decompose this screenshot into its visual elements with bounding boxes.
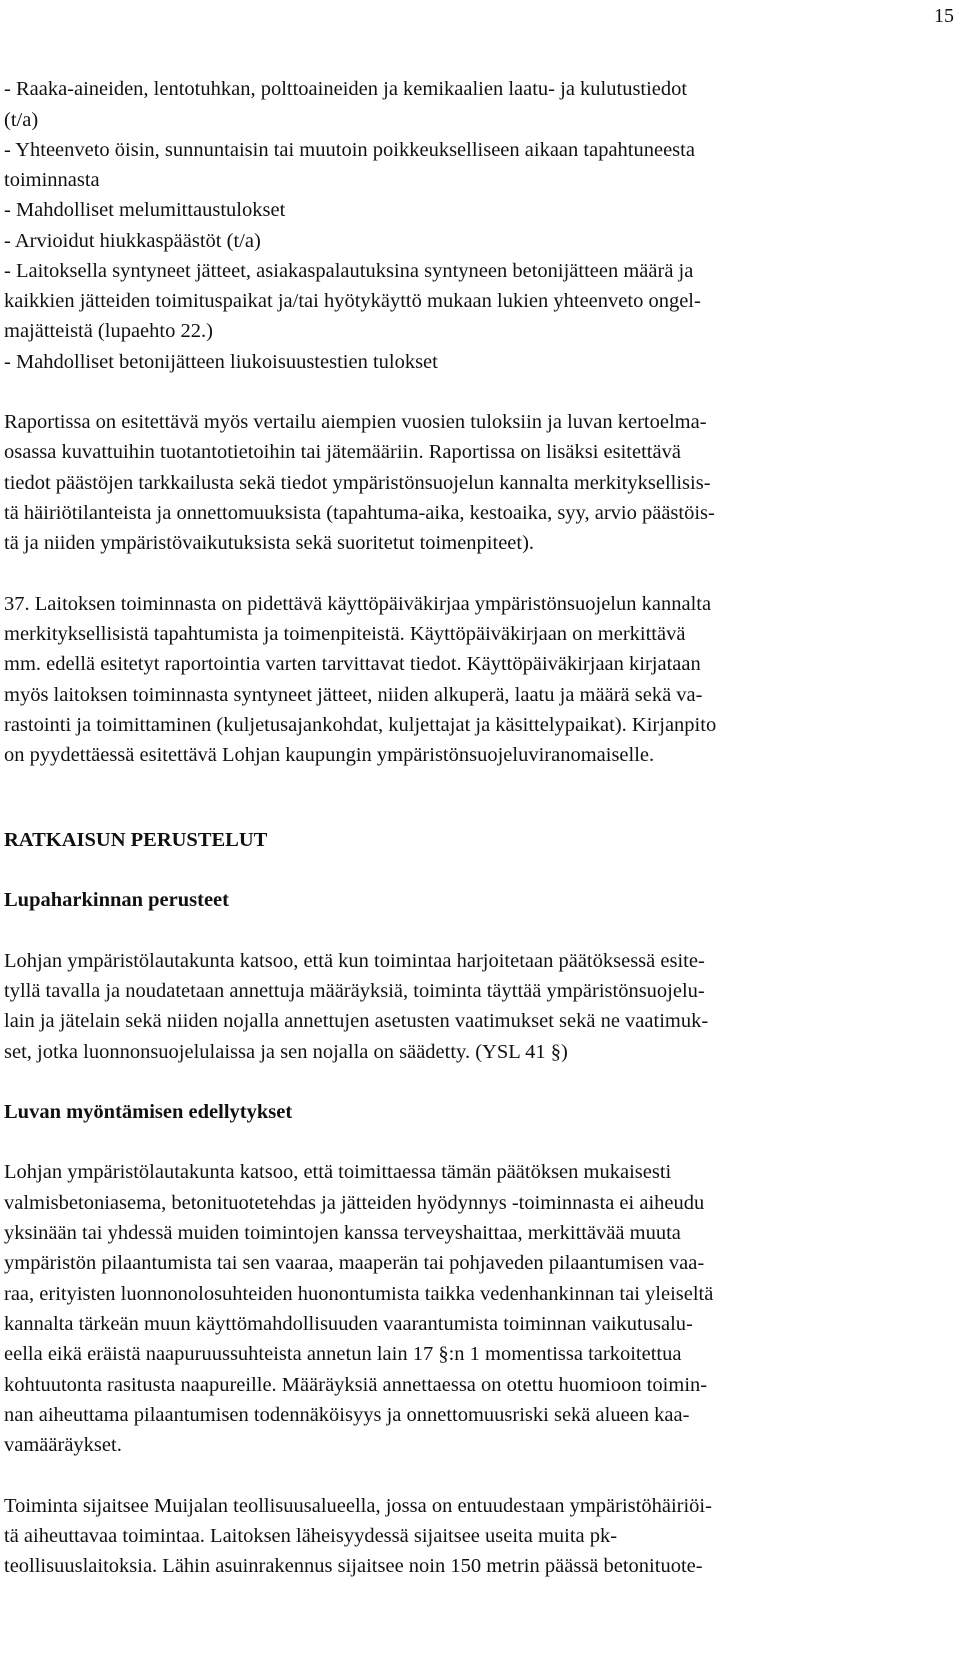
list-item: - Laitoksella syntyneet jätteet, asiakaspalautuksina syntyneen betonijätteen määrä ja: [4, 260, 694, 282]
paragraph-line: kannalta tärkeän muun käyttömahdollisuuden vaarantumista toiminnan vaikutusalu-: [4, 1313, 693, 1335]
paragraph-line: osassa kuvattuihin tuotantotietoihin tai jätemääriin. Raportissa on lisäksi esitettävä: [4, 441, 681, 463]
list-item: (t/a): [4, 109, 39, 131]
list-item: kaikkien jätteiden toimituspaikat ja/tai hyötykäyttö mukaan lukien yhteenveto ongel-: [4, 290, 701, 312]
page-number: 15: [934, 5, 954, 27]
paragraph-line: tä aiheuttavaa toimintaa. Laitoksen läheisyydessä sijaitsee useita muita pk-: [4, 1525, 618, 1547]
list-item: toiminnasta: [4, 169, 100, 191]
subsection-heading: Lupaharkinnan perusteet: [4, 889, 229, 911]
paragraph-line: valmisbetoniasema, betonituotetehdas ja jätteiden hyödynnys -toiminnasta ei aiheudu: [4, 1192, 705, 1214]
paragraph-line: yksinään tai yhdessä muiden toimintojen kanssa terveyshaittaa, merkittävää muuta: [4, 1222, 681, 1244]
list-item: majätteistä (lupaehto 22.): [4, 320, 213, 342]
list-item: - Arvioidut hiukkaspäästöt (t/a): [4, 230, 261, 252]
paragraph-line: tä ja niiden ympäristövaikutuksista sekä suoritetut toimenpiteet).: [4, 532, 535, 554]
paragraph-line: Raportissa on esitettävä myös vertailu aiempien vuosien tuloksiin ja luvan kertoelma-: [4, 411, 707, 433]
paragraph-line: myös laitoksen toiminnasta syntyneet jätteet, niiden alkuperä, laatu ja määrä sekä va-: [4, 684, 703, 706]
paragraph-line: lain ja jätelain sekä niiden nojalla annettujen asetusten vaatimukset sekä ne vaatimuk-: [4, 1010, 709, 1032]
paragraph-line: ympäristön pilaantumista tai sen vaaraa, maaperän tai pohjaveden pilaantumisen vaa-: [4, 1252, 705, 1274]
paragraph-line: mm. edellä esitetyt raportointia varten tarvittavat tiedot. Käyttöpäiväkirjaan kirjataan: [4, 653, 701, 675]
paragraph-line: vamääräykset.: [4, 1434, 122, 1456]
paragraph-line: nan aiheuttama pilaantumisen todennäköisyys ja onnettomuusriski sekä alueen kaa-: [4, 1404, 690, 1426]
paragraph-line: tiedot päästöjen tarkkailusta sekä tiedot ympäristönsuojelun kannalta merkityksellisis-: [4, 472, 711, 494]
paragraph-line: tä häiriötilanteista ja onnettomuuksista (tapahtuma-aika, kestoaika, syy, arvio päästöis-: [4, 502, 715, 524]
section-heading: RATKAISUN PERUSTELUT: [4, 829, 268, 851]
list-item: - Yhteenveto öisin, sunnuntaisin tai muutoin poikkeukselliseen aikaan tapahtuneesta: [4, 139, 695, 161]
paragraph-line: eella eikä eräistä naapuruussuhteista annetun lain 17 §:n 1 momentissa tarkoitettua: [4, 1343, 682, 1365]
paragraph-line: teollisuuslaitoksia. Lähin asuinrakennus sijaitsee noin 150 metrin päässä betonituote-: [4, 1555, 703, 1577]
paragraph-line: Lohjan ympäristölautakunta katsoo, että toimittaessa tämän päätöksen mukaisesti: [4, 1161, 672, 1183]
list-item: - Mahdolliset betonijätteen liukoisuustestien tulokset: [4, 351, 438, 373]
paragraph-line: 37. Laitoksen toiminnasta on pidettävä käyttöpäiväkirjaa ympäristönsuojelun kannalta: [4, 593, 712, 615]
paragraph-line: Toiminta sijaitsee Muijalan teollisuusalueella, jossa on entuudestaan ympäristöhäiriöi-: [4, 1495, 712, 1517]
paragraph-line: raa, erityisten luonnonolosuhteiden huonontumista taikka vedenhankinnan tai yleiseltä: [4, 1283, 714, 1305]
paragraph-line: merkityksellisistä tapahtumista ja toimenpiteistä. Käyttöpäiväkirjaan on merkittävä: [4, 623, 686, 645]
subsection-heading: Luvan myöntämisen edellytykset: [4, 1101, 293, 1123]
list-item: - Raaka-aineiden, lentotuhkan, polttoaineiden ja kemikaalien laatu- ja kulutustiedot: [4, 78, 688, 100]
paragraph-line: on pyydettäessä esitettävä Lohjan kaupungin ympäristönsuojeluviranomaiselle.: [4, 744, 655, 766]
paragraph-line: kohtuutonta rasitusta naapureille. Määräyksiä annettaessa on otettu huomioon toimin-: [4, 1374, 708, 1396]
list-item: - Mahdolliset melumittaustulokset: [4, 199, 286, 221]
paragraph-line: rastointi ja toimittaminen (kuljetusajankohdat, kuljettajat ja käsittelypaikat). Kirjanpito: [4, 714, 717, 736]
paragraph-line: set, jotka luonnonsuojelulaissa ja sen nojalla on säädetty. (YSL 41 §): [4, 1041, 568, 1063]
paragraph-line: tyllä tavalla ja noudatetaan annettuja määräyksiä, toiminta täyttää ympäristönsuojelu-: [4, 980, 705, 1002]
paragraph-line: Lohjan ympäristölautakunta katsoo, että kun toimintaa harjoitetaan päätöksessä esite-: [4, 950, 705, 972]
